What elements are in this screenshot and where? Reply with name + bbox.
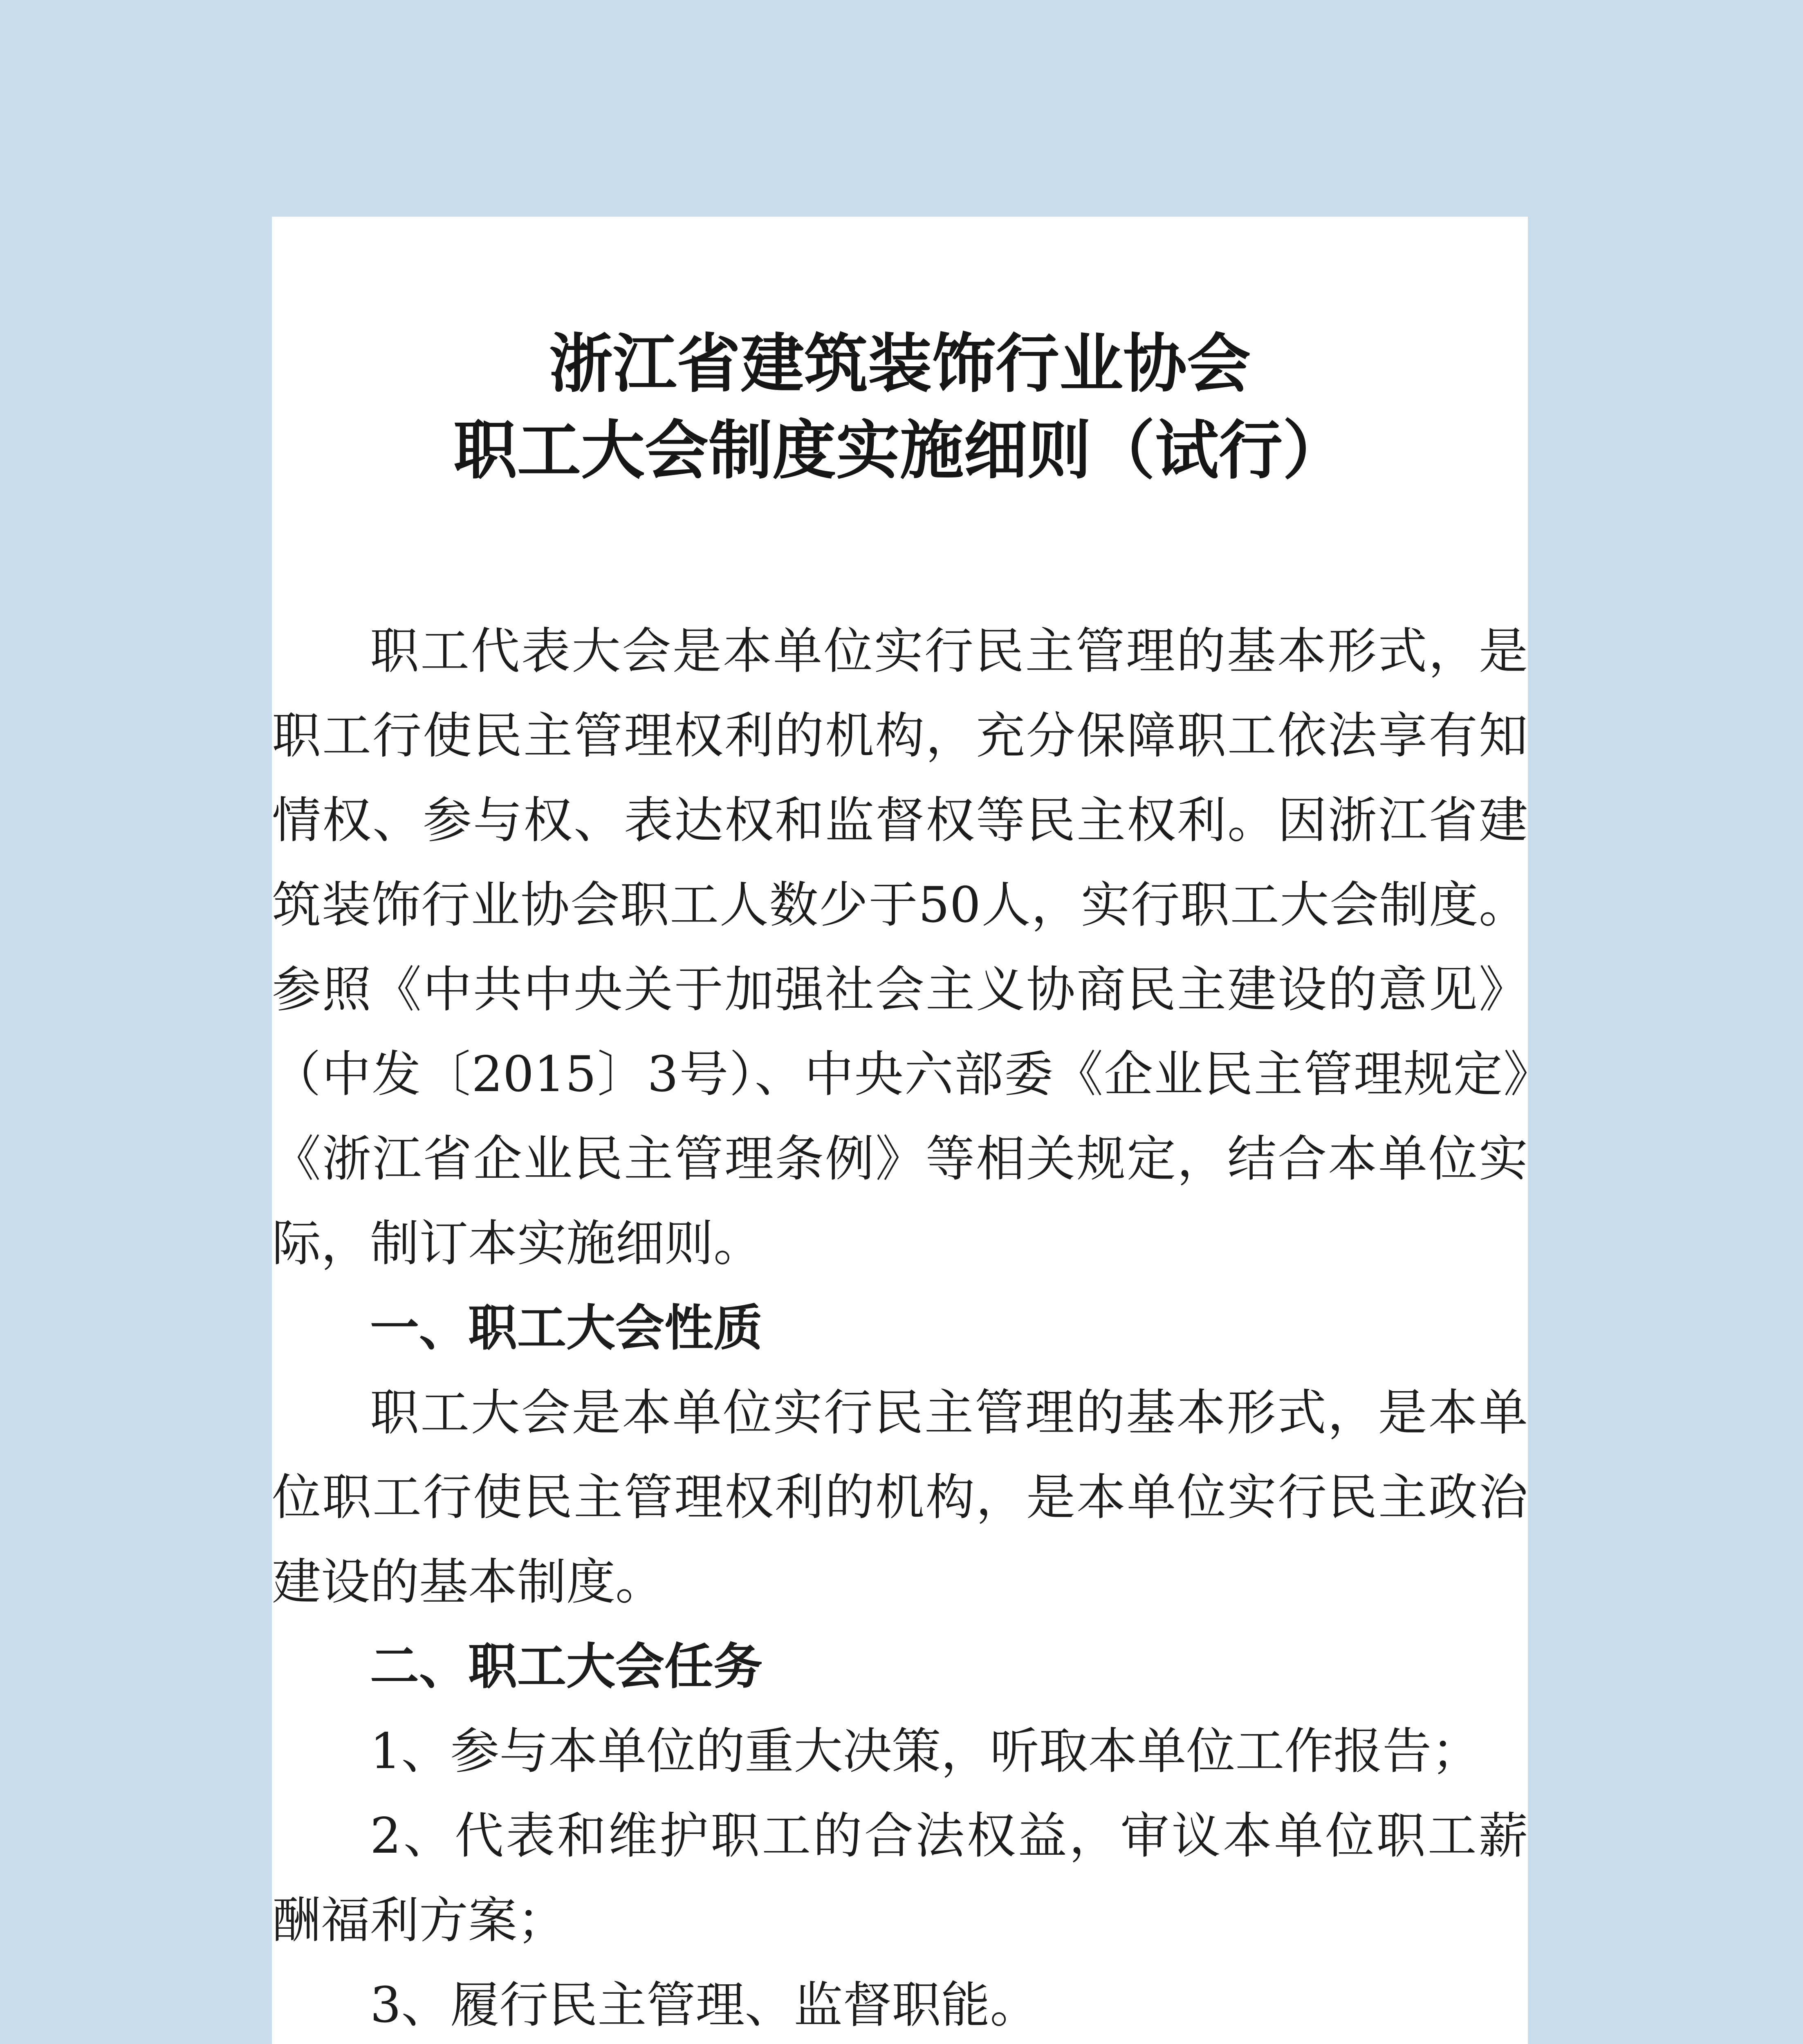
section-2-heading: 二、职工大会任务 — [370, 1638, 762, 1695]
document-page — [272, 217, 1528, 2044]
section-1-heading: 一、职工大会性质 — [370, 1300, 762, 1357]
section-2-item-3: 3、履行民主管理、监督职能。 — [370, 1977, 1039, 2034]
intro-paragraph: 职工代表大会是本单位实行民主管理的基本形式，是职工行使民主管理权利的机构，充分保障职工依法享有知情权、参与权、表达权和监督权等民主权利。因浙江省建筑装饰行业协会职工人数少于50人，实行职工大会制度。参照《中共中央关于加强社会主义协商民主建设的意见》（中发〔2015〕3号）、中央六部委《企业民主管理规定》《浙江省企业民主管理条例》等相关规定，结合本单位实际，制订本实施细则。 — [272, 623, 1528, 1272]
section-1-paragraph: 职工大会是本单位实行民主管理的基本形式，是本单位职工行使民主管理权利的机构，是本单位实行民主政治建设的基本制度。 — [272, 1385, 1528, 1611]
document-body — [272, 609, 1528, 2044]
document-title-line-1: 浙江省建筑装饰行业协会 — [549, 327, 1251, 401]
document-title-line-2: 职工大会制度实施细则（试行） — [453, 413, 1346, 488]
section-2-item-2: 2、代表和维护职工的合法权益，审议本单位职工薪酬福利方案； — [272, 1808, 1528, 1949]
section-2-item-1: 1、参与本单位的重大决策，听取本单位工作报告； — [370, 1723, 1481, 1780]
